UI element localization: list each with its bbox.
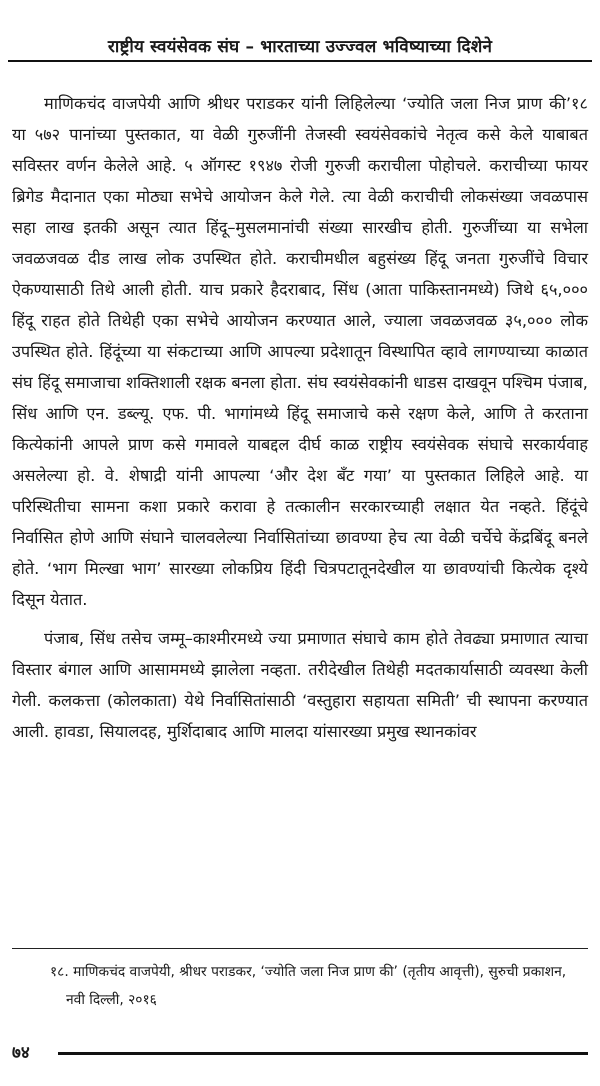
footer-divider [58, 1052, 588, 1055]
paragraph: पंजाब, सिंध तसेच जम्मू–काश्मीरमध्ये ज्या प्रमाणात संघाचे काम होते तेवढ्या प्रमाणात त्याचा विस्तार बंगाल आणि आसाममध्ये झालेला नव्हता. तरीदेखील तिथेही मदतकार्यासाठी व्यवस्था केली गेली. कलकत्ता (कोलकाता) येथे निर्वासितांसाठी ‘वस्तुहारा सहायता समिती’ ची स्थापना करण्यात आली. हावडा, सियालदह, मुर्शिदाबाद आणि मालदा यांसारख्या प्रमुख स्थानकांवर [12, 629, 588, 741]
running-title: राष्ट्रीय स्वयंसेवक संघ – भारताच्या उज्ज्वल भविष्याच्या दिशेने [107, 37, 493, 57]
page-number: ७४ [12, 1043, 30, 1063]
paragraph: माणिकचंद वाजपेयी आणि श्रीधर पराडकर यांनी लिहिलेल्या ‘ज्योति जला निज प्राण की’१८ या ५७२ पानांच्या पुस्तकात, या वेळी गुरुजींनी तेजस्वी स्वयंसेवकांचे नेतृत्व कसे केले याबाबत सविस्तर वर्णन केलेले आहे. ५ ऑगस्ट १९४७ रोजी गुरुजी कराचीला पोहोचले. कराचीच्या फायर ब्रिगेड मैदानात एका मोठ्या सभेचे आयोजन केले गेले. त्या वेळी कराचीची लोकसंख्या जवळपास सहा लाख इतकी असून त्यात हिंदू–मुसलमानांची संख्या सारखीच होती. गुरुजींच्या या सभेला जवळजवळ दीड लाख लोक उपस्थित होते. कराचीमधील बहुसंख्य हिंदू जनता गुरुजींचे विचार ऐकण्यासाठी तिथे आली होती. याच प्रकारे हैदराबाद, सिंध (आता पाकिस्तानमध्ये) जिथे ६५,००० हिंदू राहत होते तिथेही एका सभेचे आयोजन करण्यात आले, ज्याला जवळजवळ ३५,००० लोक उपस्थित होते. हिंदूंच्या या संकटाच्या आणि आपल्या प्रदेशातून विस्थापित व्हावे लागण्याच्या काळात संघ हिंदू समाजाचा शक्तिशाली रक्षक बनला होता. संघ स्वयंसेवकांनी धाडस दाखवून पश्चिम पंजाब, सिंध आणि एन. डब्ल्यू. एफ. पी. भागांमध्ये हिंदू समाजाचे कसे रक्षण केले, आणि ते करताना कित्येकांनी आपले प्राण कसे गमावले याबद्दल दीर्घ काळ राष्ट्रीय स्वयंसेवक संघाचे सरकार्यवाह असलेल्या हो. वे. शेषाद्री यांनी आपल्या ‘और देश बँट गया’ या पुस्तकात लिहिले आहे. या परिस्थितीचा सामना कशा प्रकारे करावा हे तत्कालीन सरकारच्याही लक्षात येत नव्हते. हिंदूंचे निर्वासित होणे आणि संघाने चालवलेल्या निर्वासितांच्या छावण्या हेच त्या वेळी चर्चेचे केंद्रबिंदू बनले होते. ‘भाग मिल्खा भाग’ सारख्या लोकप्रिय हिंदी चित्रपटातूनदेखील या छावण्यांची कित्येक दृश्ये दिसून येतात. [12, 94, 588, 609]
body-text [12, 88, 588, 755]
footnote-divider [12, 948, 588, 949]
page-footer [12, 1038, 588, 1068]
footnote: १८. माणिकचंद वाजपेयी, श्रीधर पराडकर, ‘ज्योति जला निज प्राण की’ (तृतीय आवृत्ती), सुरुची प्रकाशन, नवी दिल्ली, २०१६ [50, 964, 567, 1008]
running-header [8, 8, 592, 62]
